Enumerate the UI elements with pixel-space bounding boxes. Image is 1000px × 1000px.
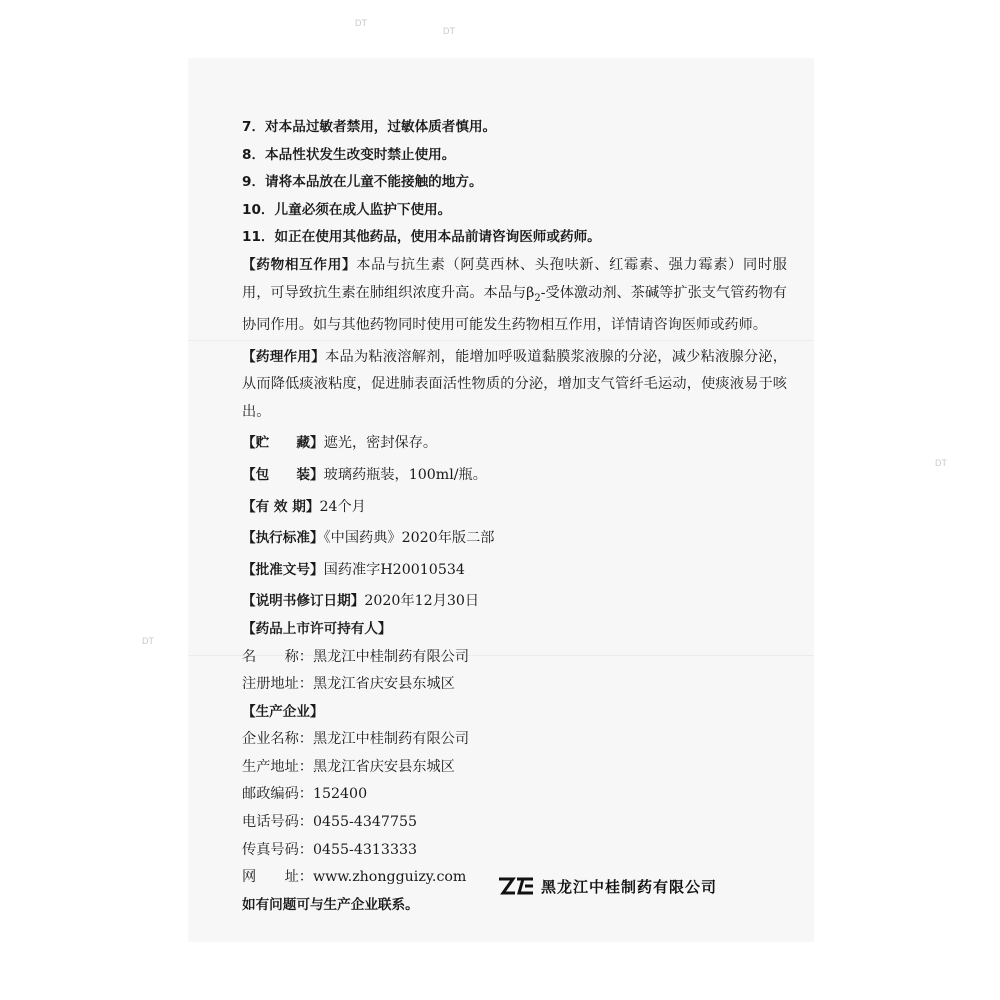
leaflet-content (242, 114, 787, 919)
precaution-item: 10．儿童必须在成人监护下使用。 (242, 201, 452, 218)
company-logo-text: 黑龙江中桂制药有限公司 (541, 877, 718, 896)
manufacturer-website: 网 址：www.zhongguizy.com (242, 869, 467, 886)
storage-text: 遮光，密封保存。 (323, 435, 438, 452)
standard-tag: 【执行标准】 (242, 530, 324, 547)
approval-text: 国药准字H20010534 (323, 561, 465, 578)
interaction-subscript: 2 (534, 292, 541, 304)
pharmacology-section (242, 344, 787, 427)
holder-tag: 【药品上市许可持有人】 (242, 620, 392, 637)
pharmacology-text: 本品为粘液溶解剂，能增加呼吸道黏膜浆液腺的分泌，减少粘液腺分泌，从而降低痰液粘度，促进肺表面活性物质的分泌，增加支气管纤毛运动，使痰液易于咳出。 (242, 348, 787, 420)
package-text: 玻璃药瓶装，100ml/瓶。 (323, 466, 487, 483)
approval-tag: 【批准文号】 (242, 561, 324, 578)
interaction-text-cont: -受体激动剂、茶碱等扩张支气管药物有协同作用。如与其他药物同时使用可能发生药物相互作用，详情请咨询医师或药师。 (242, 284, 787, 333)
validity-tag: 【有 效 期】 (242, 498, 320, 515)
storage-tag: 【贮 藏】 (242, 435, 324, 452)
manufacturer-tag: 【生产企业】 (242, 703, 324, 720)
precaution-item: 11．如正在使用其他药品，使用本品前请咨询医师或药师。 (242, 229, 601, 246)
validity-text: 24个月 (319, 498, 366, 515)
revision-tag: 【说明书修订日期】 (242, 593, 365, 610)
revision-row (242, 588, 787, 616)
company-logo (497, 872, 787, 900)
interaction-text: 本品与抗生素（阿莫西林、头孢呋新、红霉素、强力霉素）同时服用，可导致抗生素在肺组织浓度升高。本品与β (242, 256, 787, 301)
precaution-item: 7．对本品过敏者禁用，过敏体质者慎用。 (242, 119, 497, 135)
manufacturer-fax: 传真号码：0455-4313333 (242, 841, 418, 858)
holder-name: 名 称：黑龙江中桂制药有限公司 (242, 648, 470, 665)
watermark: DT (935, 458, 947, 468)
watermark: DT (142, 636, 154, 646)
manufacturer-postcode: 邮政编码：152400 (242, 786, 368, 803)
approval-row (242, 557, 787, 585)
manufacturer-name: 企业名称：黑龙江中桂制药有限公司 (242, 731, 470, 748)
watermark: DT (443, 26, 455, 36)
interaction-tag: 【药物相互作用】 (242, 256, 357, 273)
standard-row (242, 525, 787, 553)
package-row (242, 462, 787, 490)
precaution-item: 9．请将本品放在儿童不能接触的地方。 (242, 174, 483, 191)
precaution-item: 8．本品性状发生改变时禁止使用。 (242, 146, 456, 163)
pharmacology-tag: 【药理作用】 (242, 348, 326, 365)
company-logo-icon (497, 875, 537, 897)
storage-row (242, 430, 787, 458)
validity-row (242, 494, 787, 522)
revision-text: 2020年12月30日 (364, 593, 480, 610)
manufacturer-address: 生产地址：黑龙江省庆安县东城区 (242, 758, 455, 775)
interaction-section (242, 252, 787, 340)
standard-text: 《中国药典》2020年版二部 (323, 530, 495, 547)
holder-address: 注册地址：黑龙江省庆安县东城区 (242, 676, 455, 693)
contact-note: 如有问题可与生产企业联系。 (242, 896, 419, 913)
manufacturer-phone: 电话号码：0455-4347755 (242, 814, 418, 831)
package-tag: 【包 装】 (242, 466, 324, 483)
watermark: DT (355, 18, 367, 28)
